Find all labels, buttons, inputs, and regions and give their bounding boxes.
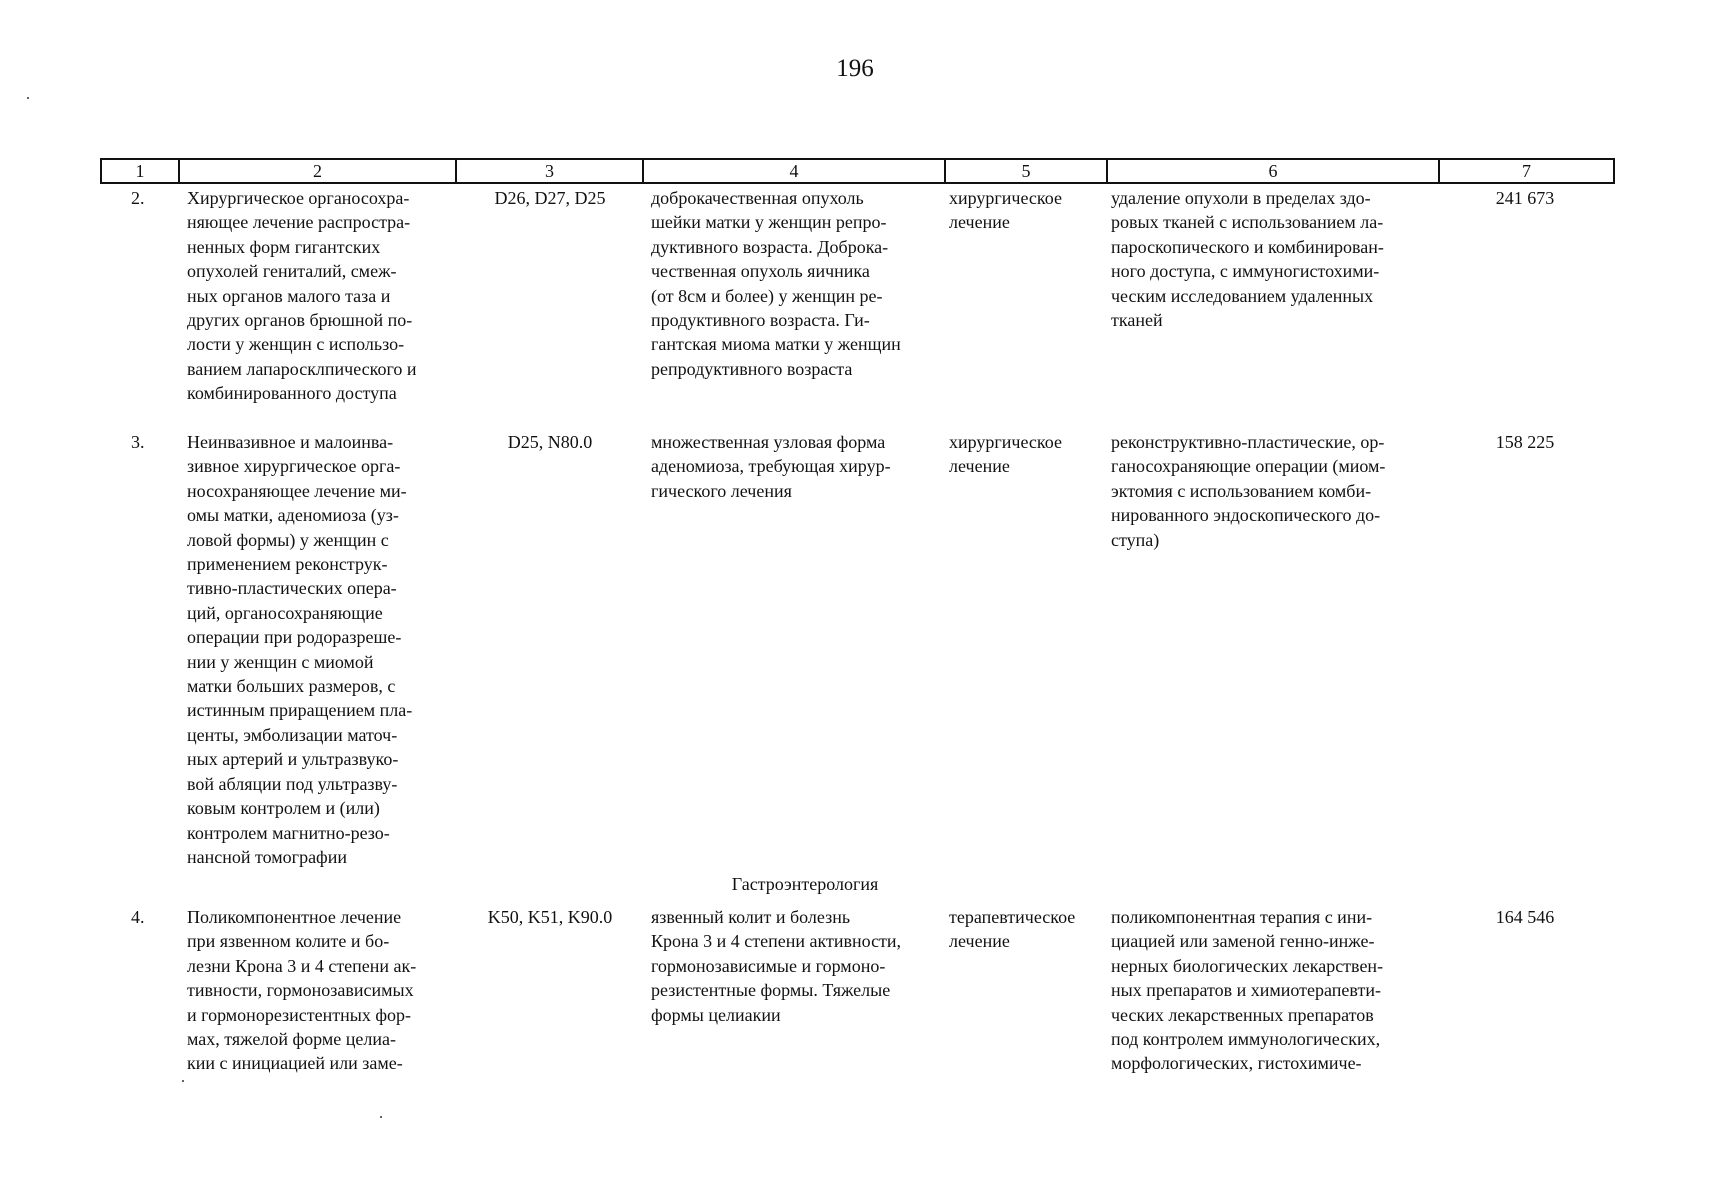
row-number: 4. — [131, 907, 145, 927]
column-number-2: 2 — [179, 159, 456, 183]
column-number-6: 6 — [1107, 159, 1439, 183]
section-heading: Гастроэнтерология — [731, 874, 879, 894]
cost-value: 158 225 — [1495, 432, 1555, 452]
scan-speck — [182, 1080, 184, 1082]
cost-value: 164 546 — [1495, 907, 1555, 927]
care-type-name: Хирургическое органосохра- няющее лечение распростра- ненных форм гигантских опухолей гениталий, смеж- ных органов малого таза и других органов брюшной по- лости у женщин с использо- ванием лапаросклпического и комбинированного доступа — [187, 188, 417, 404]
column-number-1: 1 — [101, 159, 179, 183]
treatment-method: поликомпонентная терапия с ини- циацией или заменой генно-инже- нерных биологических лекарствен- ных препаратов и химиотерапевти- ческих лекарственных препаратов под контролем иммунологических, морфологических, гистохимиче- — [1111, 907, 1384, 1074]
scan-speck — [380, 1116, 382, 1118]
row-number: 2. — [131, 188, 145, 208]
column-number-5: 5 — [945, 159, 1107, 183]
scan-speck — [27, 97, 29, 99]
diagnosis-codes: D26, D27, D25 — [494, 188, 606, 208]
column-number-4: 4 — [643, 159, 945, 183]
treatment-type: хирургическое лечение — [949, 188, 1062, 233]
patient-model: язвенный колит и болезнь Крона 3 и 4 степени активности, гормонозависимые и гормоно- резистентные формы. Тяжелые формы целиакии — [651, 907, 902, 1025]
patient-model: множественная узловая форма аденомиоза, требующая хирур- гического лечения — [651, 432, 891, 501]
treatment-type: хирургическое лечение — [949, 432, 1062, 477]
column-number-3: 3 — [456, 159, 643, 183]
patient-model: доброкачественная опухоль шейки матки у женщин репро- дуктивного возраста. Доброка- чественная опухоль яичника (от 8см и более) у женщин ре- продуктивного возраста. Ги- гантская миома матки у женщин репродуктивного возраста — [651, 188, 901, 379]
care-type-name: Поликомпонентное лечение при язвенном колите и бо- лезни Крона 3 и 4 степени ак- тивности, гормонозависимых и гормонорезистентных фор- мах, тяжелой форме целиа- кии с инициацией или заме- — [187, 907, 417, 1074]
treatment-method: реконструктивно-пластические, ор- ганосохраняющие операции (миом- эктомия с использованием комби- нированного эндоскопического до- ступа) — [1111, 432, 1386, 550]
column-number-header — [100, 158, 1615, 184]
column-number-7: 7 — [1439, 159, 1614, 183]
diagnosis-codes: D25, N80.0 — [507, 432, 593, 452]
cost-value: 241 673 — [1495, 188, 1555, 208]
row-number: 3. — [131, 432, 145, 452]
treatment-type: терапевтическое лечение — [949, 907, 1076, 952]
page-number: 196 — [836, 55, 874, 82]
diagnosis-codes: K50, K51, K90.0 — [487, 907, 613, 927]
care-type-name: Неинвазивное и малоинва- зивное хирургическое орга- носохраняющее лечение ми- омы матки, аденомиоза (уз- ловой формы) у женщин с применением реконструк- тивно-пластических опера- ций, органосохраняющие операции при родоразреше- нии у женщин с миомой матки больших размеров, с истинным приращением пла- центы, эмболизации маточ- ных артерий и ультразвуко- вой абляции под ультразву- ковым контролем и (или) контролем магнитно-резо- нансной томографии — [187, 432, 413, 867]
treatment-method: удаление опухоли в пределах здо- ровых тканей с использованием ла- пароскопического и комбинирован- ного доступа, с иммуногистохими- ческим исследованием удаленных тканей — [1111, 188, 1384, 331]
